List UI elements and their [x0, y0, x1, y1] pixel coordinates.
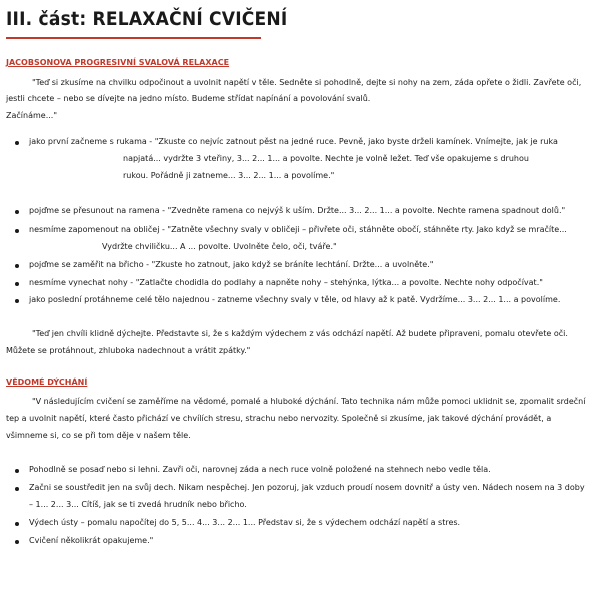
breathing-bullet-3: Výdech ústy – pomalu napočítej do 5, 5... 4... 3... 2... 1... Představ si, že s výdechem odchází napětí a stres.: [29, 518, 461, 527]
breathing-bullet-4: Cvičení několikrát opakujeme.": [29, 536, 154, 545]
breathing-intro-line-3: všimneme si, co se při tom děje v našem těle.: [6, 431, 191, 440]
bullet-legs: nesmíme vynechat nohy - "Zatlačte chodidla do podlahy a napněte nohy – stehýnka, lýtka... a povolte. Nechte nohy odpočívat.": [29, 278, 543, 287]
bullet-marker: [15, 522, 19, 526]
bullet-marker: [15, 229, 19, 233]
bullet-face-line-1: nesmíme zapomenout na obličej - "Zatněte všechny svaly v obličeji – přivřete oči, stáhněte obočí, stáhněte rty. Jako když se mračíte...: [29, 225, 567, 234]
breathing-intro-line-1: "V následujícím cvičení se zaměříme na vědomé, pomalé a hluboké dýchání. Tato technika nám může pomoci uklidnit se, zpomalit srdeční: [32, 397, 586, 406]
bullet-whole-body: jako poslední protáhneme celé tělo najednou - zatneme všechny svaly v těle, od hlavy až k patě. Vydržíme... 3... 2... 1... a povolíme.: [29, 295, 561, 304]
breathing-intro-line-2: tep a uvolnit napětí, které často přichází ve chvílích stresu, strachu nebo nervozity. Společně si zkusíme, jak takové dýchání provádět, a: [6, 414, 552, 423]
bullet-marker: [15, 141, 19, 145]
bullet-face-line-2: Vydržte chviličku... A ... povolte. Uvolněte čelo, oči, tváře.": [102, 242, 337, 251]
breathing-bullet-2-line-2: – 1... 2... 3... Cítíš, jak se ti zvedá hrudník nebo břicho.: [29, 500, 247, 509]
bullet-marker: [15, 264, 19, 268]
intro-line-1: "Teď si zkusíme na chvilku odpočinout a uvolnit napětí v těle. Sedněte si pohodlně, dejte si nohy na zem, záda opřete o židli. Zavřete oči,: [32, 78, 582, 87]
bullet-marker: [15, 299, 19, 303]
bullet-marker: [15, 282, 19, 286]
breathing-bullet-2-line-1: Začni se soustředit jen na svůj dech. Nikam nespěchej. Jen pozoruj, jak vzduch proudí nosem dovnitř a ústy ven. Nádech nosem na 3 doby: [29, 483, 585, 492]
breathing-bullet-1: Pohodlně se posaď nebo si lehni. Zavři oči, narovnej záda a nech ruce volně položené na stehnech nebo vedle těla.: [29, 465, 491, 474]
section-heading-jacobson: JACOBSONOVA PROGRESIVNÍ SVALOVÁ RELAXACE: [6, 58, 230, 67]
outro-line-1: "Teď jen chvíli klidně dýchejte. Představte si, že s každým výdechem z vás odchází napětí. Až budete připraveni, pomalu otevřete oči.: [32, 329, 568, 338]
bullet-hands-line-3: rukou. Pořádně ji zatneme... 3... 2... 1... a povolíme.": [123, 171, 335, 180]
bullet-belly: pojďme se zaměřit na břicho - "Zkuste ho zatnout, jako když se bráníte lechtání. Držte... a uvolněte.": [29, 260, 434, 269]
outro-line-2: Můžete se protáhnout, zhluboka nadechnout a vrátit zpátky.": [6, 346, 251, 355]
bullet-marker: [15, 469, 19, 473]
title-underline: [6, 37, 261, 39]
intro-line-3: Začínáme...": [6, 111, 57, 120]
bullet-shoulders: pojďme se přesunout na ramena - "Zvedněte ramena co nejvýš k uším. Držte... 3... 2... 1... a povolte. Nechte ramena spadnout dolů.": [29, 206, 566, 215]
bullet-marker: [15, 210, 19, 214]
intro-line-2: jestli chcete – nebo se dívejte na jedno místo. Budeme střídat napínání a povolování svalů.: [6, 94, 371, 103]
bullet-marker: [15, 540, 19, 544]
bullet-hands-line-2: napjatá... vydržte 3 vteřiny, 3... 2... 1... a povolte. Nechte je volně ležet. Teď vše opakujeme s druhou: [123, 154, 529, 163]
bullet-marker: [15, 487, 19, 491]
section-heading-breathing: VĚDOMÉ DÝCHÁNÍ: [6, 378, 88, 387]
page-title: III. část: RELAXAČNÍ CVIČENÍ: [6, 8, 288, 30]
bullet-hands-line-1: jako první začneme s rukama - "Zkuste co nejvíc zatnout pěst na jedné ruce. Pevně, jako byste drželi kamínek. Vnímejte, jak je ruka: [29, 137, 558, 146]
